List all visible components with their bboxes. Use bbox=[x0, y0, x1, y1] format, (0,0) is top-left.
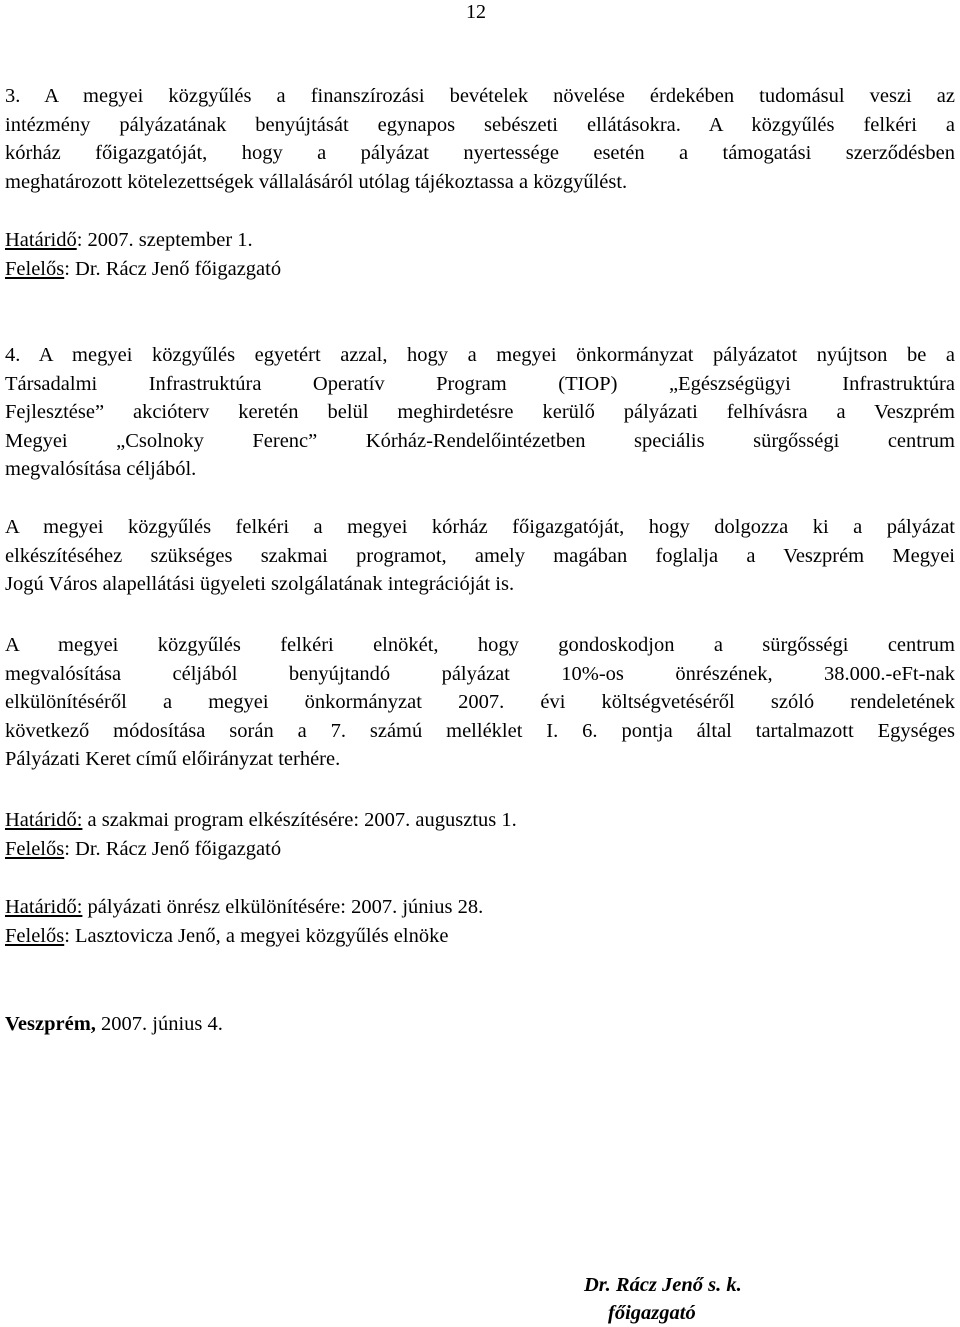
item-4-paragraph-3 bbox=[5, 631, 955, 774]
responsible-label: Felelős bbox=[5, 925, 65, 947]
deadline-value: a szakmai program elkészítésére: 2007. augusztus 1. bbox=[82, 809, 517, 831]
responsible-label: Felelős bbox=[5, 838, 65, 860]
deadline-label: Határidő: bbox=[5, 809, 83, 831]
paragraph-line: meghatározott kötelezettségek vállalásáról utólag tájékoztassa a közgyűlést. bbox=[5, 170, 628, 193]
paragraph-line: A megyei közgyűlés felkéri a megyei kórház főigazgatóját, hogy dolgozza ki a pályázat bbox=[5, 516, 955, 538]
closing-date: 2007. június 4. bbox=[95, 1013, 223, 1035]
signature-block bbox=[584, 1271, 742, 1327]
paragraph-line: 3. A megyei közgyűlés a finanszírozási bevételek növelése érdekében tudomásul veszi az bbox=[5, 85, 955, 107]
paragraph-line: kórház főigazgatóját, hogy a pályázat nyertessége esetén a támogatási szerződésben bbox=[5, 142, 955, 165]
signature-title: főigazgató bbox=[608, 1302, 696, 1324]
responsible-value: : Dr. Rácz Jenő főigazgató bbox=[64, 838, 282, 860]
paragraph-line: Megyei „Csolnoky Ferenc” Kórház-Rendelőintézetben speciális sürgősségi centrum bbox=[5, 429, 955, 452]
paragraph-line: Jogú Város alapellátási ügyeleti szolgálatának integrációját is. bbox=[5, 573, 515, 596]
paragraph-line: megvalósítása céljából. bbox=[5, 458, 197, 481]
item-3-paragraph bbox=[5, 82, 955, 196]
item-4-deadline-1 bbox=[5, 806, 955, 835]
paragraph-line: Fejlesztése” akcióterv keretén belül meghirdetésre kerülő pályázati felhívásra a Veszprém bbox=[5, 401, 955, 424]
deadline-value: pályázati önrész elkülönítésére: 2007. június 28. bbox=[82, 896, 484, 918]
closing-place: Veszprém, bbox=[5, 1013, 96, 1035]
item-3-deadline bbox=[5, 226, 955, 255]
item-4-paragraph-2 bbox=[5, 513, 955, 599]
closing-place-date bbox=[5, 1010, 955, 1039]
paragraph-line: Társadalmi Infrastruktúra Operatív Program (TIOP) „Egészségügyi Infrastruktúra bbox=[5, 372, 955, 395]
paragraph-line: következő módosítása során a 7. számú melléklet I. 6. pontja által tartalmazott Egységes bbox=[5, 719, 955, 742]
paragraph-line: elkészítéséhez szükséges szakmai programot, amely magában foglalja a Veszprém Megyei bbox=[5, 544, 955, 567]
item-4-responsible-2 bbox=[5, 922, 955, 951]
item-4-responsible-1 bbox=[5, 835, 955, 864]
responsible-value: : Dr. Rácz Jenő főigazgató bbox=[64, 258, 282, 280]
responsible-label: Felelős bbox=[5, 258, 65, 280]
signature-name: Dr. Rácz Jenő s. k. bbox=[584, 1274, 742, 1296]
paragraph-line: intézmény pályázatának benyújtását egynapos sebészeti ellátásokra. A közgyűlés felkéri a bbox=[5, 113, 955, 136]
item-3-responsible bbox=[5, 255, 955, 284]
deadline-value: : 2007. szeptember 1. bbox=[76, 229, 253, 251]
page-number: 12 bbox=[466, 1, 486, 23]
item-4-paragraph-1 bbox=[5, 341, 955, 484]
paragraph-line: 4. A megyei közgyűlés egyetért azzal, hogy a megyei önkormányzat pályázatot nyújtson be a bbox=[5, 344, 955, 366]
responsible-value: : Lasztovicza Jenő, a megyei közgyűlés elnöke bbox=[64, 925, 449, 947]
paragraph-line: elkülönítéséről a megyei önkormányzat 2007. évi költségvetéséről szóló rendeletének bbox=[5, 691, 955, 714]
paragraph-line: A megyei közgyűlés felkéri elnökét, hogy gondoskodjon a sürgősségi centrum bbox=[5, 634, 955, 656]
paragraph-line: megvalósítása céljából benyújtandó pályázat 10%-os önrészének, 38.000.-eFt-nak bbox=[5, 662, 955, 685]
item-4-deadline-2 bbox=[5, 893, 955, 922]
deadline-label: Határidő: bbox=[5, 896, 83, 918]
deadline-label: Határidő bbox=[5, 229, 77, 251]
paragraph-line: Pályázati Keret című előirányzat terhére. bbox=[5, 748, 341, 771]
